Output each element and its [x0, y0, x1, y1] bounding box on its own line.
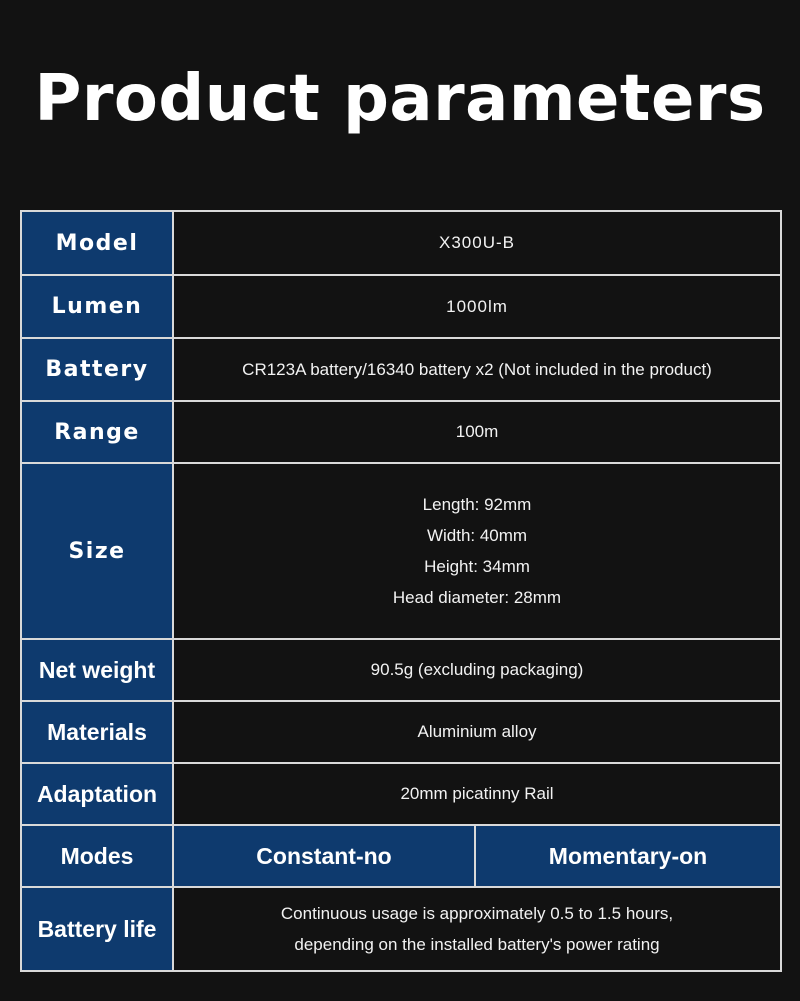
- row-label-materials: Materials: [21, 701, 173, 763]
- table-row: [21, 338, 781, 401]
- size-width: Width: 40mm: [426, 526, 528, 545]
- battery-life-line-2: depending on the installed battery's power rating: [294, 935, 660, 954]
- table-row: [21, 639, 781, 701]
- table-row: [21, 825, 781, 887]
- row-label-battery: Battery: [21, 338, 173, 401]
- row-label-lumen: Lumen: [21, 275, 173, 338]
- table-row: [21, 401, 781, 463]
- table-row: [21, 211, 781, 275]
- mode-constant-no: Constant-no: [173, 825, 475, 887]
- size-length: Length: 92mm: [422, 495, 532, 514]
- table-row: [21, 763, 781, 825]
- row-value-net-weight: 90.5g (excluding packaging): [173, 639, 781, 701]
- table-row: [21, 463, 781, 639]
- row-value-lumen: 1000lm: [173, 275, 781, 338]
- row-value-battery: CR123A battery/16340 battery x2 (Not included in the product): [173, 338, 781, 401]
- row-label-model: Model: [21, 211, 173, 275]
- row-label-adaptation: Adaptation: [21, 763, 173, 825]
- row-label-net-weight: Net weight: [21, 639, 173, 701]
- spec-table: [20, 210, 782, 972]
- row-value-range: 100m: [173, 401, 781, 463]
- table-row: [21, 887, 781, 971]
- row-label-size: Size: [21, 463, 173, 639]
- row-value-adaptation: 20mm picatinny Rail: [173, 763, 781, 825]
- size-height: Height: 34mm: [424, 557, 530, 576]
- row-label-range: Range: [21, 401, 173, 463]
- page-title: Product parameters: [34, 62, 766, 136]
- table-row: [21, 701, 781, 763]
- row-label-battery-life: Battery life: [21, 887, 173, 971]
- mode-momentary-on: Momentary-on: [475, 825, 781, 887]
- row-value-model: X300U-B: [173, 211, 781, 275]
- row-label-modes: Modes: [21, 825, 173, 887]
- size-head-diameter: Head diameter: 28mm: [392, 588, 562, 607]
- row-value-size: [173, 463, 781, 639]
- battery-life-line-1: Continuous usage is approximately 0.5 to 1.5 hours,: [280, 904, 674, 923]
- table-row: [21, 275, 781, 338]
- row-value-battery-life: [173, 887, 781, 971]
- row-value-materials: Aluminium alloy: [173, 701, 781, 763]
